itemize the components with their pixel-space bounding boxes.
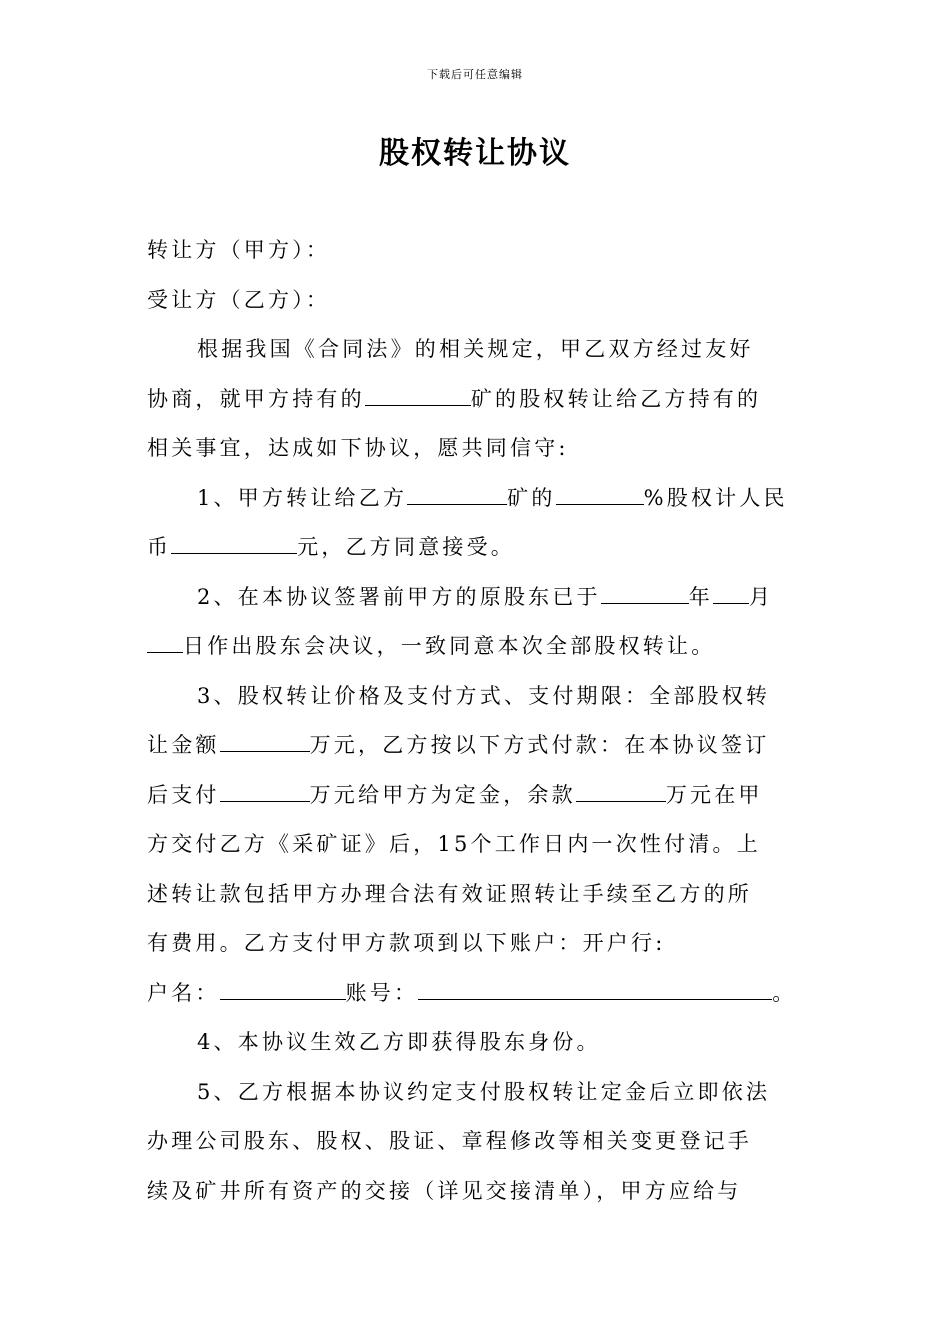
total-amount-blank xyxy=(220,727,310,752)
preamble-line-1: 根据我国《合同法》的相关规定，甲乙双方经过友好 xyxy=(197,337,754,361)
year-blank xyxy=(601,579,689,604)
mine-name-blank xyxy=(365,381,471,406)
transferee-line: 受让方（乙方）： xyxy=(147,287,331,312)
document-body xyxy=(147,226,807,1216)
clause-2-line-2: 日作出股东会决议，一致同意本次全部股权转让。 xyxy=(147,622,807,672)
clause-5-line-1: 5、乙方根据本协议约定支付股权转让定金后立即依法 xyxy=(197,1079,771,1104)
clause-3-line-3: 后支付 万元给甲方为定金，余款 万元在甲 xyxy=(147,771,807,821)
clause-1-line-1: 1、甲方转让给乙方 矿的 %股权计人民 xyxy=(147,474,807,524)
preamble-line-3: 相关事宜，达成如下协议，愿共同信守: xyxy=(147,436,569,460)
header-note: 下载后可任意编辑 xyxy=(427,68,523,81)
account-number-blank xyxy=(418,975,772,1000)
day-blank xyxy=(147,628,183,653)
percent-blank xyxy=(556,480,644,505)
clause-3-line-6: 有费用。乙方支付甲方款项到以下账户：开户行: xyxy=(147,931,666,955)
account-name-blank xyxy=(220,975,346,1000)
clause-2-line-1: 2、在本协议签署前甲方的原股东已于 年 月 xyxy=(147,573,807,623)
balance-blank xyxy=(576,777,666,802)
clause-3-line-7: 户名： 账号： 。 xyxy=(147,969,807,1019)
transferor-line: 转让方（甲方）： xyxy=(147,238,331,262)
amount-blank xyxy=(171,529,297,554)
clause-3-line-1: 3、股权转让价格及支付方式、支付期限：全部股权转 xyxy=(197,683,771,708)
clause-1-line-2: 币 元，乙方同意接受。 xyxy=(147,523,807,573)
document-title: 股权转让协议 xyxy=(379,136,571,171)
clause-3-line-4: 方交付乙方《采矿证》后，15个工作日内一次性付清。上 xyxy=(147,832,761,856)
preamble-line-2: 协商，就甲方持有的 矿的股权转让给乙方持有的 xyxy=(147,375,807,425)
clause-3-line-5: 述转让款包括甲方办理合法有效证照转让手续至乙方的所 xyxy=(147,881,752,906)
clause-5-line-3: 续及矿井所有资产的交接（详见交接清单），甲方应给与 xyxy=(147,1178,742,1203)
clause-4-line-1: 4、本协议生效乙方即获得股东身份。 xyxy=(197,1030,601,1054)
clause-5-line-2: 办理公司股东、股权、股证、章程修改等相关变更登记手 xyxy=(147,1129,752,1153)
deposit-blank xyxy=(220,777,310,802)
month-blank xyxy=(713,579,749,604)
mine-name-blank xyxy=(407,480,507,505)
clause-3-line-2: 让金额 万元，乙方按以下方式付款：在本协议签订 xyxy=(147,721,807,771)
